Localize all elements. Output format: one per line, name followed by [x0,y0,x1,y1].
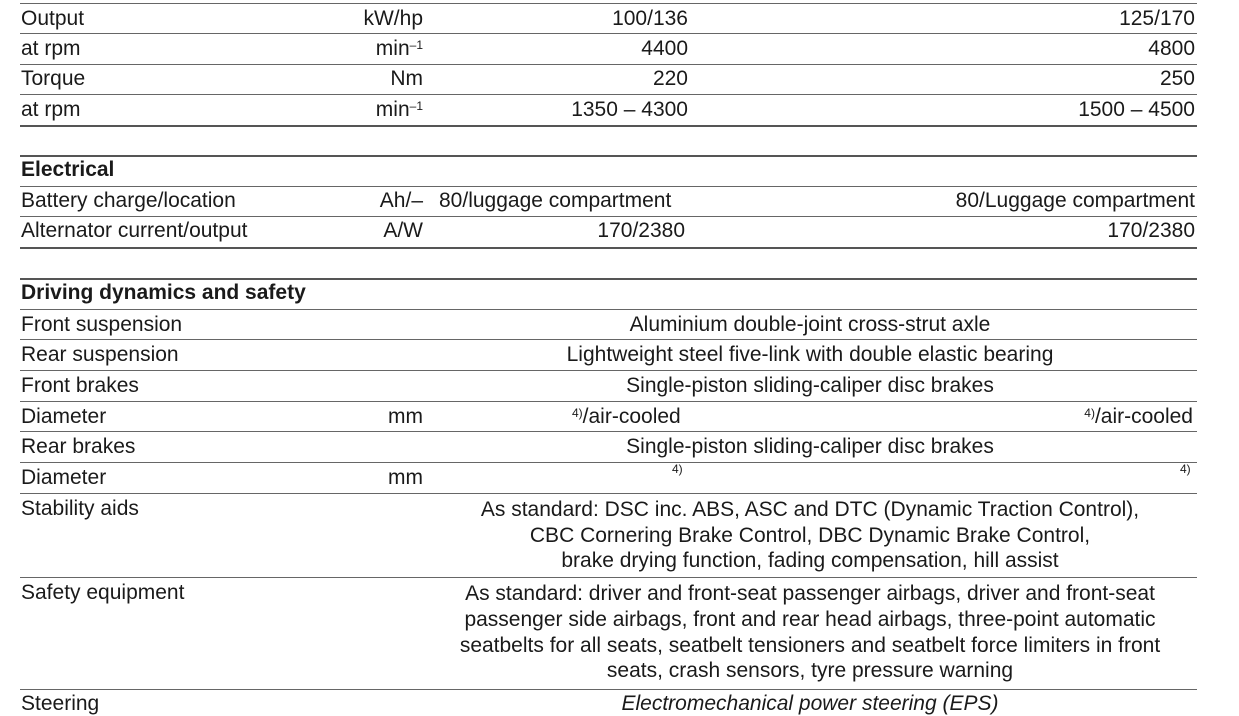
row-label: Front suspension [21,313,183,336]
row-unit: kW/hp [363,7,423,30]
row-label: Alternator current/output [21,219,248,242]
shared-value: Single-piston sliding-caliper disc brakes [626,374,994,397]
footnote-ref: 4) [672,462,683,476]
row-unit: $\min^{-1}$ [375,98,423,121]
rule [20,689,1197,690]
col2-value: 170/2380 [1107,219,1195,242]
col1-value: 1350 – 4300 [571,98,688,121]
col2-value: 1500 – 4500 [1078,98,1195,121]
text-line: As standard: driver and front-seat passenger airbags, driver and front-seat [465,582,1155,605]
rule [20,493,1197,494]
rule [20,462,1197,463]
rule [20,94,1197,95]
col1-value: 4400 [641,37,688,60]
row-unit: Nm [390,67,423,90]
multiline-value [440,581,1180,684]
rule [20,64,1197,65]
rule [20,155,1197,157]
footnote-ref: 4) [572,406,583,420]
text-line: passenger side airbags, front and rear head airbags, three-point automatic [464,607,1156,631]
row-label: Rear suspension [21,343,179,366]
row-label: at rpm [21,37,81,60]
row-label: Rear brakes [21,435,136,458]
col1-value: 100/136 [612,7,688,30]
shared-value: Aluminium double-joint cross-strut axle [629,313,991,336]
row-label: Stability aids [21,497,139,520]
text-line: brake drying function, fading compensation, hill assist [561,549,1059,572]
row-label: Steering [21,692,100,715]
section-heading-electrical: Electrical [21,158,115,181]
rule [20,577,1197,578]
col1-value: 170/2380 [597,219,685,242]
rule [20,401,1197,402]
footnote-ref: 4) [1180,462,1191,476]
row-label: Battery charge/location [21,189,236,212]
rule [20,216,1197,217]
col1-value: 80/luggage compartment [439,189,672,212]
rule [20,3,1197,4]
row-label: Safety equipment [21,581,185,604]
shared-value: Lightweight steel five-link with double elastic bearing [566,343,1054,366]
row-label: at rpm [21,98,81,121]
rule [20,431,1197,432]
col2-value: $^{4)}$/air-cooled [1084,405,1193,428]
col2-value: 4800 [1148,37,1195,60]
text-line: seats, crash sensors, tyre pressure warning [606,659,1014,683]
rule [20,125,1197,127]
rule [20,278,1197,280]
row-unit: Ah/– [379,189,423,212]
col1-value: $^{4)}$/air-cooled [572,405,681,428]
text-line: CBC Cornering Brake Control, DBC Dynamic Brake Control, [529,523,1091,547]
rule [20,339,1197,340]
rule [20,186,1197,187]
shared-value: Single-piston sliding-caliper disc brakes [626,435,994,458]
row-label: Diameter [21,405,107,428]
shared-value: Electromechanical power steering (EPS) [621,692,999,715]
row-unit: A/W [383,219,423,242]
text-line: As standard: DSC inc. ABS, ASC and DTC (Dynamic Traction Control), [480,498,1140,521]
row-unit: $\min^{-1}$ [375,37,423,60]
rule [20,309,1197,310]
section-heading-dynamics: Driving dynamics and safety [21,281,306,304]
rule [20,247,1197,249]
footnote-ref: 4) [1084,406,1095,420]
col2-value: 250 [1159,67,1195,90]
col1-value: 220 [652,67,688,90]
row-label: Torque [21,67,86,90]
row-label: Front brakes [21,374,139,397]
rule [20,33,1197,34]
rule [20,370,1197,371]
multiline-value [440,497,1180,574]
row-label: Diameter [21,466,107,489]
row-unit: mm [388,466,423,489]
text-line: seatbelts for all seats, seatbelt tensioners and seatbelt force limiters in front [459,633,1161,657]
col2-value: 80/Luggage compartment [955,189,1195,212]
col2-value: 125/170 [1119,7,1195,30]
row-label: Output [21,7,85,30]
row-unit: mm [388,405,423,428]
